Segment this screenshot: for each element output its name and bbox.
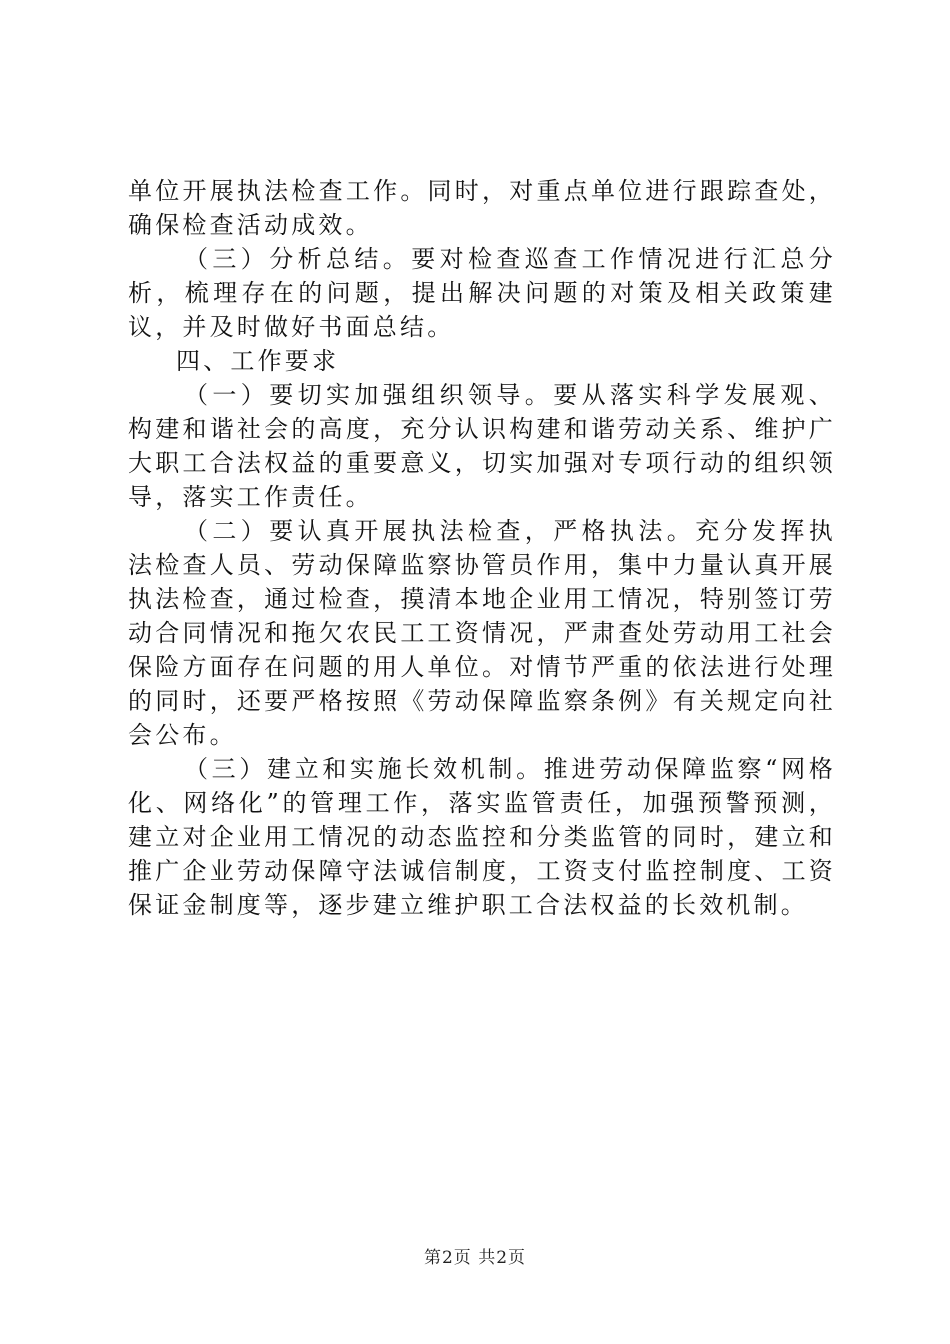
section-heading-work-requirements: 四、工作要求 <box>176 347 340 375</box>
paragraph-continuation: 单位开展执法检查工作。同时，对重点单位进行跟踪查处，确保检查活动成效。 <box>128 177 836 239</box>
page-number-footer: 第2页 共2页 <box>423 1248 527 1268</box>
paragraph-law-enforcement: （二）要认真开展执法检查，严格执法。充分发挥执法检查人员、劳动保障监察协管员作用，集中力量认真开展执法检查，通过检查，摸清本地企业用工情况，特别签订劳动合同情况和拖欠农民工工资情况，严肃查处劳动用工社会保险方面存在问题的用人单位。对情节严重的依法进行处理的同时，还要严格按照《劳动保障监察条例》有关规定向社会公布。 <box>128 517 836 749</box>
document-body <box>128 174 836 922</box>
paragraph-long-term-mechanism: （三）建立和实施长效机制。推进劳动保障监察“网格化、网络化”的管理工作，落实监管责任，加强预警预测，建立对企业用工情况的动态监控和分类监管的同时，建立和推广企业劳动保障守法诚信制度，工资支付监控制度、工资保证金制度等，逐步建立维护职工合法权益的长效机制。 <box>128 755 836 919</box>
paragraph-analysis-summary: （三）分析总结。要对检查巡查工作情况进行汇总分析，梳理存在的问题，提出解决问题的对策及相关政策建议，并及时做好书面总结。 <box>128 245 836 341</box>
paragraph-organization-leadership: （一）要切实加强组织领导。要从落实科学发展观、构建和谐社会的高度，充分认识构建和谐劳动关系、维护广大职工合法权益的重要意义，切实加强对专项行动的组织领导，落实工作责任。 <box>128 381 836 511</box>
